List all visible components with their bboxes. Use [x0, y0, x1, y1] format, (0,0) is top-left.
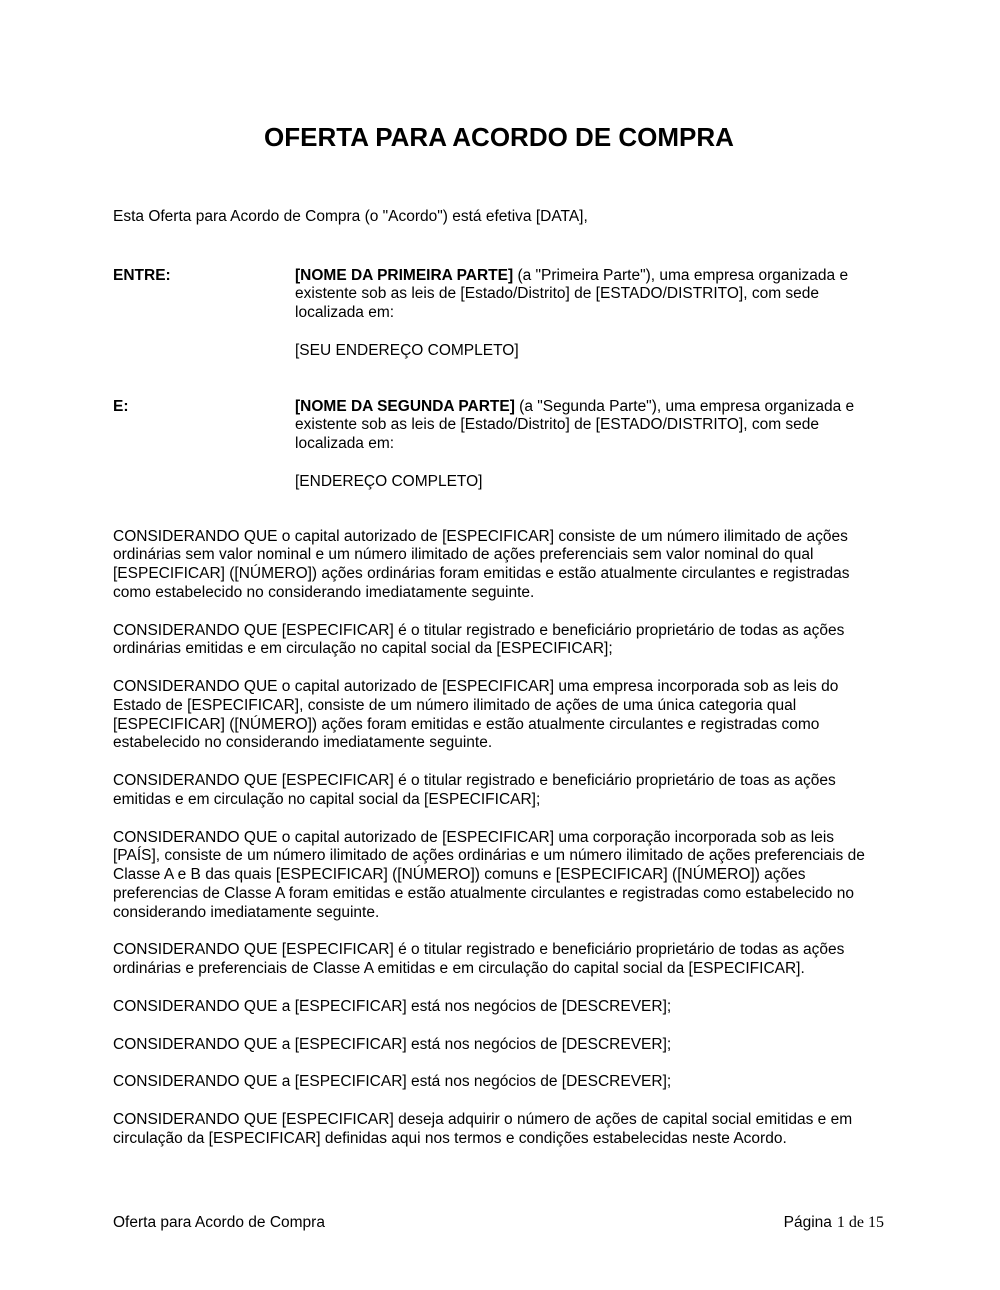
party-text-e — [295, 398, 885, 454]
party-body-e — [295, 398, 885, 492]
footer-document-name: Oferta para Acordo de Compra — [113, 1214, 325, 1231]
recital-paragraph: CONSIDERANDO QUE [ESPECIFICAR] é o titular registrado e beneficiário proprietário de todas as ações ordinárias e preferenciais de Classe A emitidas e em circulação do capital social da [ESPECIFICAR]. — [113, 941, 845, 978]
party-description-second: (a "Segunda Parte"), uma empresa organizada e existente sob as leis de [Estado/Distrito] de [ESTADO/DISTRITO], com sede localizada em: — [295, 397, 855, 453]
party-name-first: [NOME DA PRIMEIRA PARTE] — [295, 266, 514, 284]
recital-paragraph: CONSIDERANDO QUE o capital autorizado de [ESPECIFICAR] uma corporação incorporada sob as leis [PAÍS], consiste de um número ilimitado de ações ordinárias e um número ilimitado de ações preferenciais de Classe A e B das quais [ESPECIFICAR] ([NÚMERO]) comuns e [ESPECIFICAR] ([NÚMERO]) ações preferencias de Classe A foram emitidas e estão atualmente circulantes e registradas como estabelecido no considerando imediatamente seguinte. — [113, 828, 865, 921]
party-block-entre — [113, 267, 885, 361]
footer-page-indicator — [784, 1213, 884, 1233]
recital-paragraph: CONSIDERANDO QUE o capital autorizado de [ESPECIFICAR] consiste de um número ilimitado de ações ordinárias sem valor nominal e um número ilimitado de ações preferenciais sem valor nominal do qual [ESPECIFICAR] ([NÚMERO]) ações ordinárias foram emitidas e estão atualmente circulantes e registradas como estabelecido no considerando imediatamente seguinte. — [113, 527, 850, 601]
party-name-second: [NOME DA SEGUNDA PARTE] — [295, 397, 515, 415]
recital-paragraph: CONSIDERANDO QUE [ESPECIFICAR] é o titular registrado e beneficiário proprietário de todas as ações ordinárias emitidas e em circulação no capital social da [ESPECIFICAR]; — [113, 621, 845, 658]
recital-paragraph: CONSIDERANDO QUE [ESPECIFICAR] deseja adquirir o número de ações de capital social emitidas e em circulação da [ESPECIFICAR] definidas aqui nos termos e condições estabelecidas neste Acordo. — [113, 1111, 853, 1147]
recitals-section — [113, 528, 885, 1149]
document-title: OFERTA PARA ACORDO DE COMPRA — [264, 122, 734, 152]
party-label-e: E: — [113, 397, 129, 415]
recital-paragraph: CONSIDERANDO QUE a [ESPECIFICAR] está nos negócios de [DESCREVER]; — [113, 1073, 672, 1091]
recital-paragraph: CONSIDERANDO QUE a [ESPECIFICAR] está nos negócios de [DESCREVER]; — [113, 997, 672, 1015]
footer-page-number: 1 de 15 — [836, 1214, 884, 1231]
party-address-first: [SEU ENDEREÇO COMPLETO] — [295, 341, 519, 359]
party-description-first: (a "Primeira Parte"), uma empresa organizada e existente sob as leis de [Estado/Distrito] de [ESTADO/DISTRITO], com sede localizada em: — [295, 266, 849, 322]
party-body-entre — [295, 267, 885, 361]
recital-paragraph: CONSIDERANDO QUE a [ESPECIFICAR] está nos negócios de [DESCREVER]; — [113, 1035, 672, 1053]
recital-paragraph: CONSIDERANDO QUE [ESPECIFICAR] é o titular registrado e beneficiário proprietário de toas as ações emitidas e em circulação no capital social da [ESPECIFICAR]; — [113, 772, 836, 808]
party-address-second: [ENDEREÇO COMPLETO] — [295, 472, 483, 490]
party-label-entre: ENTRE: — [113, 266, 171, 284]
party-text-entre — [295, 267, 885, 323]
footer-page-label: Página — [783, 1214, 832, 1231]
page-footer — [113, 1213, 884, 1233]
party-block-e — [113, 398, 885, 492]
recital-paragraph: CONSIDERANDO QUE o capital autorizado de [ESPECIFICAR] uma empresa incorporada sob as leis do Estado de [ESPECIFICAR], consiste de um número ilimitado de ações de uma única categoria qual [ESPECIFICAR] ([NÚMERO]) ações foram emitidas e estão atualmente circulantes e registradas como estabelecido no considerando imediatamente seguinte. — [113, 678, 839, 752]
intro-paragraph: Esta Oferta para Acordo de Compra (o "Acordo") está efetiva [DATA], — [113, 207, 588, 225]
